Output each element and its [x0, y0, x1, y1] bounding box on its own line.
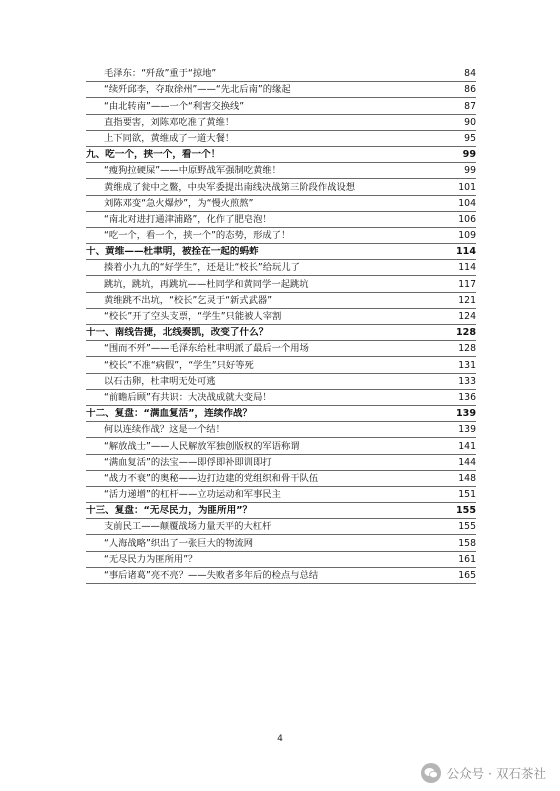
toc-entry-title: 十一、南线告捷，北线奏凯，改变了什么？ — [86, 327, 269, 339]
toc-entry-page: 139 — [455, 408, 476, 420]
toc-entry-title: 十三、复盘：“无尽民力，为匪所用”？ — [86, 505, 253, 517]
toc-entry-page: 104 — [458, 197, 476, 209]
table-of-contents — [86, 66, 476, 584]
toc-chapter — [86, 503, 476, 519]
toc-entry-page: 158 — [458, 537, 476, 549]
toc-entry-title: “围而不歼”——毛泽东给杜聿明派了最后一个用场 — [104, 343, 309, 355]
toc-entry-page: 84 — [464, 68, 476, 80]
toc-entry-title: “续歼邱李，夺取徐州”——“先北后南”的缘起 — [104, 84, 291, 96]
toc-entry — [86, 82, 476, 98]
toc-entry-title: 直指要害，刘陈邓吃准了黄维！ — [104, 116, 235, 128]
toc-entry-title: “前瞻后顾”有共识：大决战成就大变局！ — [104, 391, 272, 403]
toc-entry-title: 跳坑，跳坑，再跳坑——杜同学和黄同学一起跳坑 — [104, 278, 309, 290]
toc-entry-page: 117 — [458, 278, 476, 290]
toc-entry — [86, 568, 476, 584]
toc-entry-title: “校长”不准“病假”，“学生”只好等死 — [104, 359, 254, 371]
toc-entry — [86, 115, 476, 131]
toc-chapter — [86, 244, 476, 260]
toc-entry-title: “解放战士”——人民解放军独创版权的军语称谓 — [104, 440, 300, 452]
toc-entry-page: 133 — [458, 375, 476, 387]
toc-chapter — [86, 406, 476, 422]
toc-entry-title: “瘦狗拉硬屎”——中原野战军强制吃黄维！ — [104, 165, 281, 177]
toc-entry-page: 165 — [458, 570, 476, 581]
toc-entry-title: 九、吃一个，挟一个，看一个！ — [86, 149, 221, 161]
toc-entry-title: 揍着小九九的“好学生”，还是让“校长”给玩儿了 — [104, 262, 300, 274]
toc-entry-page: 101 — [458, 181, 476, 193]
toc-entry-title: “人海战略”织出了一张巨大的物流网 — [104, 537, 254, 549]
toc-entry — [86, 341, 476, 357]
toc-entry — [86, 535, 476, 551]
toc-entry — [86, 309, 476, 325]
toc-entry-title: 毛泽东：“歼敌”重于“掠地” — [104, 68, 217, 80]
toc-entry-title: 支前民工——颠覆战场力量天平的大杠杆 — [104, 521, 272, 533]
toc-entry-title: 十、黄维——杜聿明，被拴在一起的蚂蚱 — [86, 246, 259, 258]
toc-entry-title: “无尽民力为匪所用”？ — [104, 553, 198, 565]
toc-entry-title: “事后诸葛”亮不亮？——失败者多年后的检点与总结 — [104, 570, 319, 581]
toc-entry-page: 161 — [458, 553, 476, 565]
toc-entry-title: 上下同欲，黄维成了一道大餐！ — [104, 132, 235, 144]
toc-entry — [86, 455, 476, 471]
toc-entry-page: 90 — [464, 116, 476, 128]
toc-entry-page: 99 — [462, 149, 476, 161]
toc-entry — [86, 438, 476, 454]
toc-entry — [86, 131, 476, 147]
toc-entry-title: 刘陈邓变“急火爆炒”，为“慢火煎熬” — [104, 197, 254, 209]
toc-entry — [86, 66, 476, 82]
wechat-icon — [421, 763, 441, 783]
toc-entry — [86, 276, 476, 292]
toc-entry — [86, 260, 476, 276]
toc-entry-page: 139 — [458, 424, 476, 436]
toc-entry-page: 151 — [458, 489, 476, 501]
toc-entry-title: “活力递增”的杠杆——立功运动和军事民主 — [104, 489, 281, 501]
toc-chapter — [86, 147, 476, 163]
toc-entry-page: 144 — [458, 456, 476, 468]
toc-entry — [86, 390, 476, 406]
toc-entry-title: 十二、复盘：“满血复活”，连续作战？ — [86, 408, 253, 420]
toc-entry-page: 141 — [458, 440, 476, 452]
toc-entry-title: 何以连续作战？这是一个结！ — [104, 424, 225, 436]
toc-entry — [86, 422, 476, 438]
toc-entry — [86, 212, 476, 228]
toc-entry-title: “满血复活”的法宝——即俘即补即训即打 — [104, 456, 272, 468]
toc-entry — [86, 196, 476, 212]
toc-entry — [86, 98, 476, 114]
toc-entry-page: 87 — [464, 100, 476, 112]
toc-entry — [86, 357, 476, 373]
toc-entry — [86, 374, 476, 390]
toc-entry-title: “校长”开了空头支票，“学生”只能被人宰割 — [104, 311, 282, 322]
watermark — [421, 763, 546, 783]
toc-entry-page: 86 — [464, 84, 476, 96]
toc-entry-page: 99 — [464, 165, 476, 177]
toc-entry — [86, 471, 476, 487]
toc-entry-page: 124 — [458, 311, 476, 322]
toc-entry — [86, 179, 476, 195]
toc-entry-page: 155 — [455, 505, 476, 517]
toc-entry — [86, 519, 476, 535]
toc-entry-page: 95 — [464, 132, 476, 144]
toc-entry-page: 148 — [458, 472, 476, 484]
toc-entry-page: 114 — [458, 262, 476, 274]
watermark-text: 公众号 · 双石茶社 — [446, 766, 546, 781]
toc-entry-page: 106 — [458, 213, 476, 225]
toc-entry-title: 黄维跳不出坑，“校长”乞灵于“新式武器” — [104, 294, 273, 306]
toc-entry-page: 136 — [458, 391, 476, 403]
toc-entry-page: 109 — [458, 230, 476, 242]
toc-entry-title: “由北转南”——一个“利害交换线” — [104, 100, 245, 112]
toc-entry-page: 114 — [455, 246, 476, 258]
toc-entry-title: 黄维成了瓮中之鳖，中央军委提出南线决战第三阶段作战设想 — [104, 181, 356, 193]
toc-entry-page: 131 — [458, 359, 476, 371]
toc-entry — [86, 163, 476, 179]
toc-entry-page: 155 — [458, 521, 476, 533]
toc-entry-page: 128 — [458, 343, 476, 355]
toc-entry — [86, 552, 476, 568]
toc-entry — [86, 487, 476, 503]
toc-entry-page: 128 — [455, 327, 476, 339]
toc-entry-title: “南北对进打通津浦路”，化作了肥皂泡！ — [104, 213, 272, 225]
toc-entry-title: “战力不衰”的奥秘——边打边建的党组织和骨干队伍 — [104, 472, 319, 484]
toc-entry-title: “吃一个，看一个，挟一个”的态势，形成了！ — [104, 230, 291, 242]
toc-entry — [86, 228, 476, 244]
toc-entry — [86, 293, 476, 309]
toc-entry-title: 以石击卵，杜聿明无处可逃 — [104, 375, 216, 387]
toc-chapter — [86, 325, 476, 341]
toc-entry-page: 121 — [458, 294, 476, 306]
page-number: 4 — [277, 734, 283, 744]
